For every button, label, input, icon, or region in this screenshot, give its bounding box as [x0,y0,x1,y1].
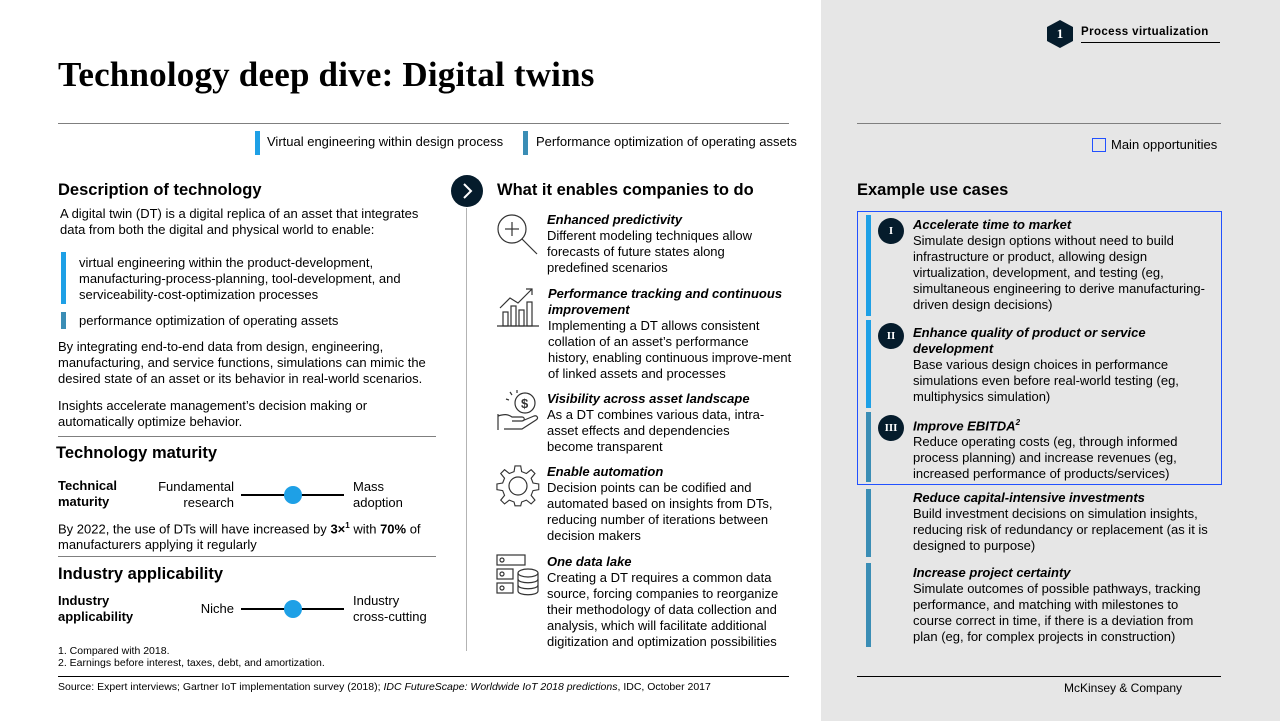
enable-item-4-title: Enable automation [547,464,664,479]
legend-performance-marker [523,131,528,155]
top-rule-right [857,123,1221,124]
legend-virtual-marker [255,131,260,155]
use-case-5-title: Increase project certainty [913,565,1071,580]
use-case-1-marker [866,215,871,316]
applicability-row-label: Industry applicability [58,593,134,624]
use-case-4-marker [866,489,871,557]
use-case-1-body: Simulate design options without need to build infrastructure or product, allowing design virtualization, development, and testing (eg, simultaneous engineering to derive manufacturing-driven design decisions) [913,233,1205,312]
enable-item-3-body: As a DT combines various data, intra-asset effects and dependencies become transparent [547,407,765,454]
maturity-heading: Technology maturity [56,444,218,462]
use-case-3-title-text: Improve EBITDA [913,418,1016,434]
enable-item-1-title: Enhanced predictivity [547,212,683,227]
use-case-4-title: Reduce capital-intensive investments [913,490,1145,505]
source-italic: IDC FutureScape: Worldwide IoT 2018 predictions [383,681,618,693]
enable-item-2-body: Implementing a DT allows consistent collation of an asset’s performance history, enabling continuous improve-ment of linked assets and processes [548,318,792,381]
description-heading: Description of technology [58,181,262,199]
maturity-note-bold1: 3× [330,521,346,537]
maturity-note-mid: with [349,521,381,537]
chevron-right-icon [451,175,483,207]
use-case-2-title: Enhance quality of product or service development [913,325,1146,356]
use-case-5-body: Simulate outcomes of possible pathways, tracking performance, and matching with milestones to course correct in time, if there is a deviation from plan (eg, for complex projects in construction) [913,581,1201,644]
middle-divider [466,208,467,651]
enable-item-2 [548,286,793,382]
enable-item-2-title: Performance tracking and continuous improvement [548,286,783,317]
maturity-slider-knob [284,486,302,504]
bullet-virtual-marker [61,252,66,304]
description-para1: By integrating end-to-end data from design, engineering, manufacturing, and service functions, simulations can mimic the desired state of an asset or its behavior in real-world scenarios. [58,339,426,386]
maturity-right-label: Mass adoption [353,479,403,510]
maturity-note-sup: 1 [345,521,350,530]
maturity-row-label: Technical maturity [58,478,118,509]
maturity-note [58,518,443,553]
footnote-1: 1. Compared with 2018. [58,645,170,657]
hand-dollar-icon [496,390,542,439]
source-post: , IDC, October 2017 [617,681,711,693]
use-case-3-marker [866,412,871,482]
use-case-1-title: Accelerate time to market [913,217,1072,232]
applicability-right-label: Industry cross-cutting [353,593,427,624]
use-case-5 [913,565,1218,645]
roman-numeral-1: I [878,218,904,244]
maturity-note-bold2: 70% [380,521,407,537]
use-case-2-body: Base various design choices in performance simulations even before real-world testing (eg, multiphysics simulation) [913,357,1179,404]
enables-heading: What it enables companies to do [497,181,754,199]
magnifier-plus-icon [496,212,540,261]
growth-chart-icon [496,286,540,333]
maturity-left-label: Fundamental research [158,479,234,510]
bullet-performance-text: performance optimization of operating assets [79,313,339,328]
divider-maturity [58,436,436,437]
source-line [58,681,788,694]
use-case-3-title-sup: 2 [1015,418,1021,427]
enable-item-5-body: Creating a DT requires a common data source, forcing companies to reorganize their methodology of data collection and analysis, which will facilitate additional digitization and optimization possibilities [547,570,779,649]
enable-item-3 [547,391,777,455]
enable-item-4-body: Decision points can be codified and automated based on insights from DTs, reducing number of iterations between decision makers [547,480,773,543]
applicability-slider-knob [284,600,302,618]
badge-underline [1081,42,1220,43]
top-rule-left [58,123,789,124]
use-case-3 [913,415,1218,482]
page-title: Technology deep dive: Digital twins [58,55,595,94]
description-para2: Insights accelerate management’s decision making or automatically optimize behavior. [58,398,368,429]
footer-rule-right [857,676,1221,677]
enable-item-1-body: Different modeling techniques allow forecasts of future states along predefined scenarios [547,228,752,275]
roman-numeral-2: II [878,323,904,349]
use-case-3-body: Reduce operating costs (eg, through informed process planning) and increase revenues (eg, increased performance of products/services) [913,434,1178,482]
use-case-3-title [913,415,1218,434]
database-icon [496,554,540,603]
svg-text:$: $ [521,396,529,411]
use-cases-heading: Example use cases [857,181,1009,199]
source-pre: Source: Expert interviews; Gartner IoT implementation survey (2018); [58,681,384,693]
description-intro: A digital twin (DT) is a digital replica of an asset that integrates data from both the digital and physical world to enable: [60,206,419,237]
legend-opportunity-box [1092,138,1106,152]
badge-label: Process virtualization [1081,26,1209,38]
enable-item-3-title: Visibility across asset landscape [547,391,750,406]
maturity-note-pre: By 2022, the use of DTs will have increased by [58,521,331,537]
legend-performance-label: Performance optimization of operating assets [536,134,797,149]
section-badge [1046,19,1074,49]
use-case-2 [913,325,1218,405]
legend-opportunity-label: Main opportunities [1111,137,1218,152]
maturity-note-post: of manufacturers applying it regularly [58,521,421,553]
enable-item-1 [547,212,777,276]
use-case-4 [913,490,1218,554]
footer-rule-left [58,676,789,677]
use-case-5-marker [866,563,871,647]
enable-item-4 [547,464,787,544]
applicability-left-label: Niche [200,601,234,616]
enable-item-5-title: One data lake [547,554,632,569]
footnote-2: 2. Earnings before interest, taxes, debt, and amortization. [58,657,325,669]
bullet-virtual-text: virtual engineering within the product-development, manufacturing-process-planning, tool-development, and serviceability-cost-optimization processes [79,255,401,302]
brand-footer: McKinsey & Company [1064,681,1183,695]
bullet-performance-marker [61,312,66,329]
gear-icon [496,464,540,513]
badge-number: 1 [1056,26,1064,41]
use-case-2-marker [866,320,871,408]
divider-applicability [58,556,436,557]
use-case-4-body: Build investment decisions on simulation insights, reducing risk of redundancy or replacement (as it is designed to purpose) [913,506,1208,553]
applicability-heading: Industry applicability [58,565,224,583]
roman-numeral-3: III [878,415,904,441]
enable-item-5 [547,554,787,650]
legend-virtual-label: Virtual engineering within design process [267,134,504,149]
use-case-1 [913,217,1218,313]
